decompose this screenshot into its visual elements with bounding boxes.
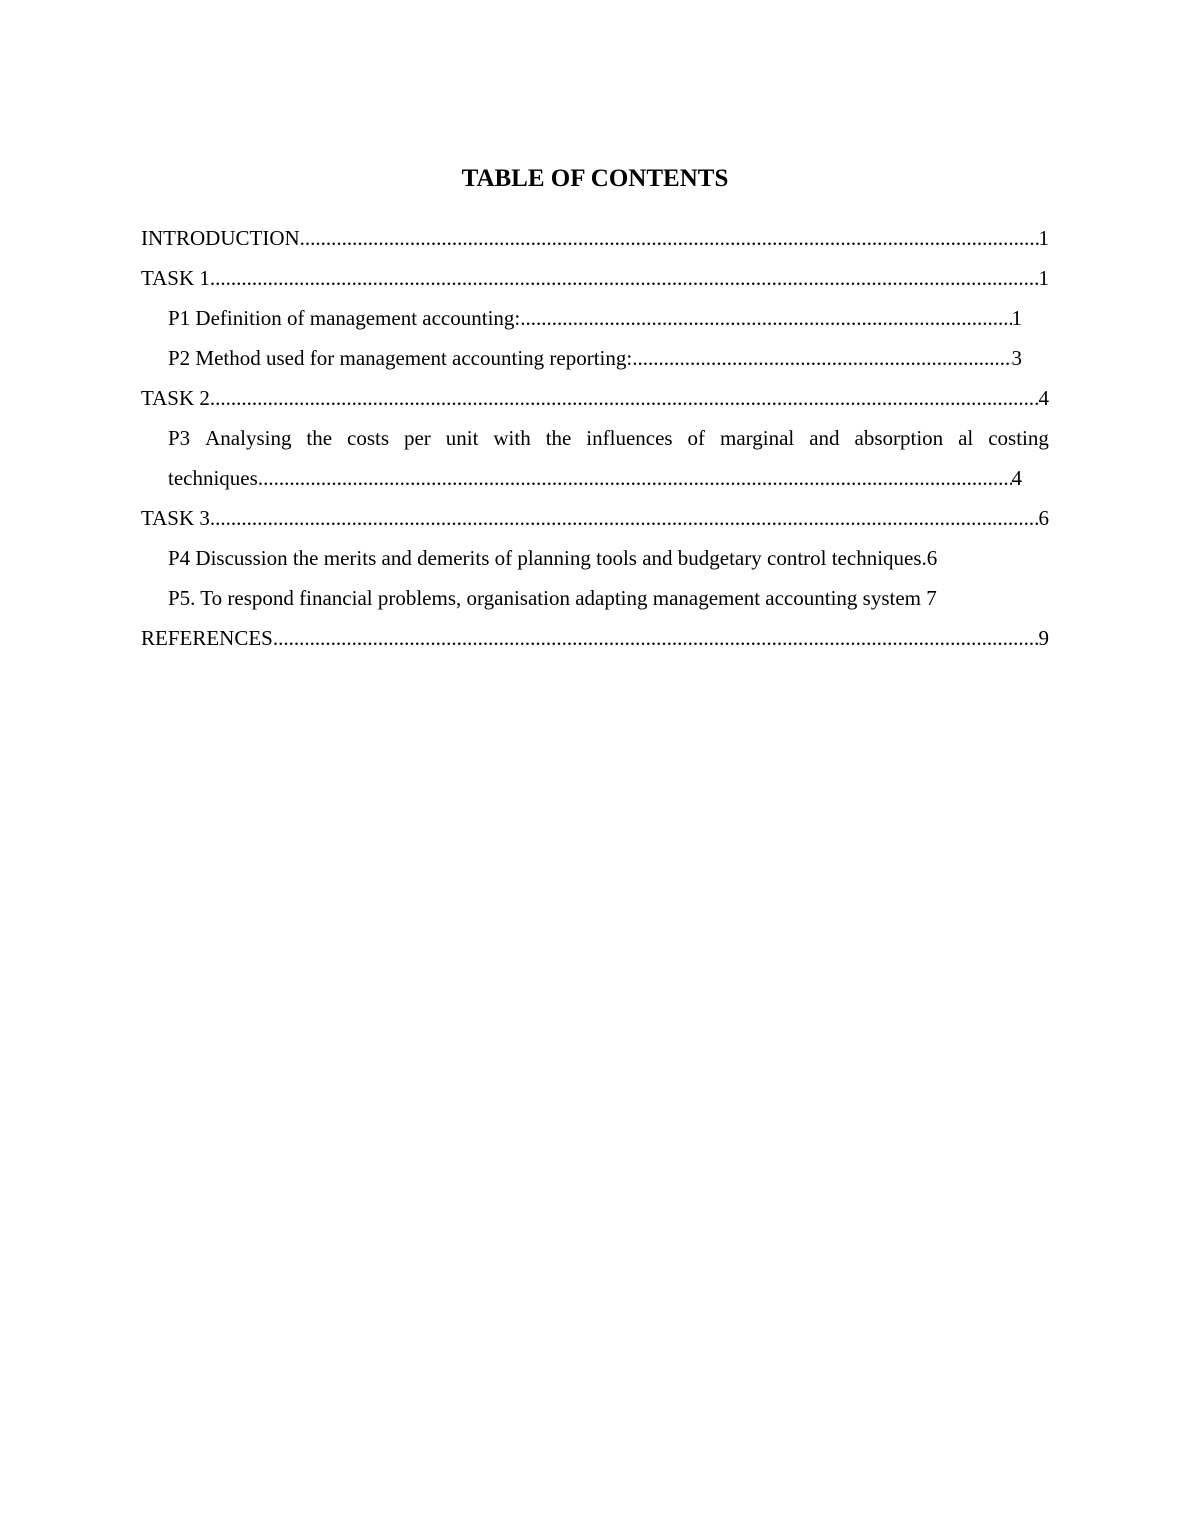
toc-entry-word: costing: [988, 426, 1049, 450]
toc-page-number: 6: [926, 546, 938, 570]
toc-entry-label: TASK 1: [141, 266, 210, 290]
toc-entry-label: TASK 2: [141, 386, 210, 410]
toc-entry-word: with: [493, 426, 531, 450]
toc-entry-label: INTRODUCTION: [141, 226, 300, 250]
toc-entry-word: absorption: [854, 426, 944, 450]
toc-page-number: 3: [1011, 346, 1022, 370]
toc-entry-p3[interactable]: [168, 418, 1049, 498]
toc-entry-word: costs: [347, 426, 390, 450]
toc-entry-word: of: [687, 426, 706, 450]
toc-entry-task-1[interactable]: [141, 258, 1049, 298]
toc-entry-label: TASK 3: [141, 506, 210, 530]
dot-leader: [632, 338, 1011, 378]
toc-entry-word: the: [545, 426, 572, 450]
toc-page-number: 4: [1011, 466, 1022, 490]
toc-entry-label: P4 Discussion the merits and demerits of planning tools and budgetary control techniques.: [168, 546, 927, 570]
toc-entry-word: the: [306, 426, 333, 450]
toc-entry-task-3[interactable]: [141, 498, 1049, 538]
dot-leader: [210, 378, 1039, 418]
toc-page-number: 1: [1011, 306, 1022, 330]
toc-entry-p5[interactable]: [168, 578, 1022, 618]
toc-entry-word: influences: [586, 426, 673, 450]
toc-entry-word: al: [958, 426, 974, 450]
toc-entry-label: P5. To respond financial problems, organisation adapting management accounting system: [168, 586, 927, 610]
toc-entry-word: Analysing: [205, 426, 292, 450]
toc-entry-label: P2 Method used for management accounting reporting:: [168, 346, 633, 370]
dot-leader: [210, 258, 1039, 298]
toc-entry-references[interactable]: [141, 618, 1049, 658]
toc-entry-p4[interactable]: [168, 538, 1022, 578]
toc-entry-word: marginal: [720, 426, 795, 450]
toc-entry-word: P3: [168, 426, 191, 450]
toc-entry-introduction[interactable]: [141, 218, 1049, 258]
dot-leader: [210, 498, 1039, 538]
toc-entry-word: and: [809, 426, 840, 450]
table-of-contents: [141, 218, 1049, 658]
toc-entry-label-line1: [168, 418, 1049, 458]
toc-page-number: 4: [1038, 386, 1049, 410]
dot-leader: [520, 298, 1011, 338]
toc-page-number: 7: [926, 586, 937, 610]
toc-entry-label-line2: techniques: [168, 466, 258, 490]
toc-entry-label: REFERENCES: [141, 626, 273, 650]
toc-page-number: 6: [1038, 506, 1049, 530]
toc-entry-word: per: [403, 426, 431, 450]
toc-page-number: 1: [1038, 226, 1049, 250]
dot-leader: [273, 618, 1039, 658]
toc-page-number: 9: [1038, 626, 1049, 650]
toc-entry-p2[interactable]: [168, 338, 1022, 378]
toc-entry-task-2[interactable]: [141, 378, 1049, 418]
dot-leader: [258, 458, 1012, 498]
toc-page-number: 1: [1038, 266, 1049, 290]
toc-entry-word: unit: [445, 426, 479, 450]
page-title: TABLE OF CONTENTS: [461, 165, 729, 192]
dot-leader: [300, 218, 1039, 258]
toc-entry-p1[interactable]: [168, 298, 1022, 338]
toc-entry-label: P1 Definition of management accounting:: [168, 306, 521, 330]
